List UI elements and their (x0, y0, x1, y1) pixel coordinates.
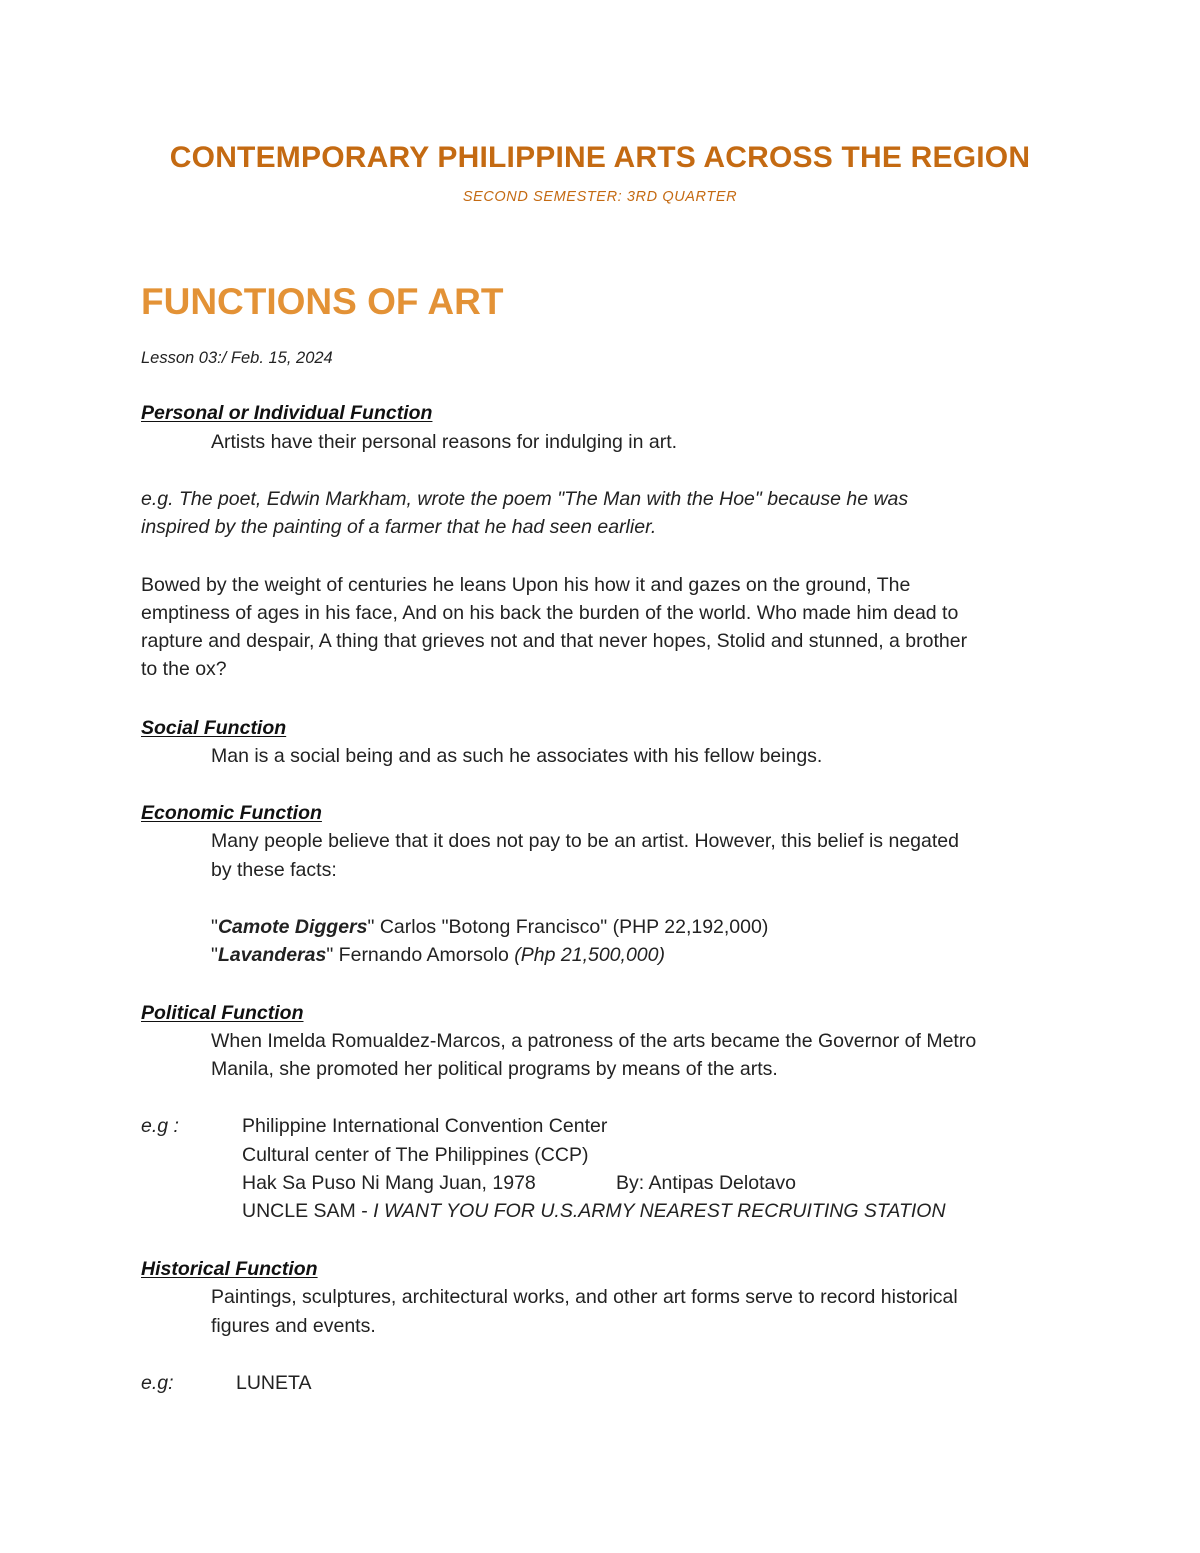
lesson-line: Lesson 03:/ Feb. 15, 2024 (141, 349, 333, 367)
fact-artwork-title: Lavanderas (217, 944, 327, 966)
personal-example-line: e.g. The poet, Edwin Markham, wrote the poem "The Man with the Hoe" because he was (141, 488, 909, 510)
fact-artist-price: " Carlos "Botong Francisco" (PHP 22,192,000) (367, 916, 769, 938)
poem-line: emptiness of ages in his face, And on his back the burden of the world. Who made him dead to (141, 602, 959, 624)
poem-line: rapture and despair, A thing that grieves not and that never hopes, Stolid and stunned, a brother (141, 630, 968, 652)
historical-text-line: Paintings, sculptures, architectural works, and other art forms serve to record historical (211, 1286, 958, 1308)
fact-open-quote: " (211, 916, 218, 938)
political-example-artist: By: Antipas Delotavo (616, 1172, 796, 1194)
personal-text: Artists have their personal reasons for indulging in art. (211, 431, 678, 453)
uncle-sam-label: UNCLE SAM - (242, 1200, 374, 1222)
poem-line: Bowed by the weight of centuries he leans Upon his how it and gazes on the ground, The (141, 574, 911, 596)
economic-fact-row (211, 941, 665, 969)
economic-text-line: by these facts: (211, 859, 337, 881)
personal-example-line: inspired by the painting of a farmer that he had seen earlier. (141, 516, 657, 538)
historical-example-label: e.g: (141, 1372, 174, 1394)
economic-text-line: Many people believe that it does not pay to be an artist. However, this belief is negated (211, 830, 959, 852)
section-title-economic: Economic Function (141, 802, 322, 824)
section-title-historical: Historical Function (141, 1258, 318, 1280)
historical-example: LUNETA (236, 1372, 312, 1394)
section-title-social: Social Function (141, 717, 287, 739)
section-title-political: Political Function (141, 1002, 304, 1024)
historical-text-line: figures and events. (211, 1315, 376, 1337)
fact-artwork-title: Camote Diggers (217, 916, 368, 938)
document-subtitle: SECOND SEMESTER: 3RD QUARTER (462, 189, 738, 205)
political-example-hak-sa-puso: Hak Sa Puso Ni Mang Juan, 1978 (242, 1172, 536, 1194)
social-text: Man is a social being and as such he associates with his fellow beings. (211, 745, 823, 767)
fact-artist-price: " Fernando Amorsolo (326, 944, 515, 966)
political-text-line: Manila, she promoted her political programs by means of the arts. (211, 1058, 778, 1080)
main-heading: FUNCTIONS OF ART (141, 281, 504, 322)
political-text-line: When Imelda Romualdez-Marcos, a patroness of the arts became the Governor of Metro (211, 1030, 977, 1052)
poem-line: to the ox? (141, 658, 227, 680)
political-example-label: e.g : (141, 1115, 179, 1137)
uncle-sam-slogan: I WANT YOU FOR U.S.ARMY NEAREST RECRUITING STATION (373, 1200, 946, 1222)
economic-fact-row (211, 913, 768, 941)
section-title-personal: Personal or Individual Function (141, 402, 433, 424)
fact-price-italic: (Php 21,500,000) (514, 944, 665, 966)
political-example-uncle-sam (242, 1197, 946, 1225)
document-title: CONTEMPORARY PHILIPPINE ARTS ACROSS THE REGION (169, 141, 1031, 174)
political-example: Cultural center of The Philippines (CCP) (242, 1144, 589, 1166)
political-example: Philippine International Convention Center (242, 1115, 608, 1137)
fact-open-quote: " (211, 944, 218, 966)
